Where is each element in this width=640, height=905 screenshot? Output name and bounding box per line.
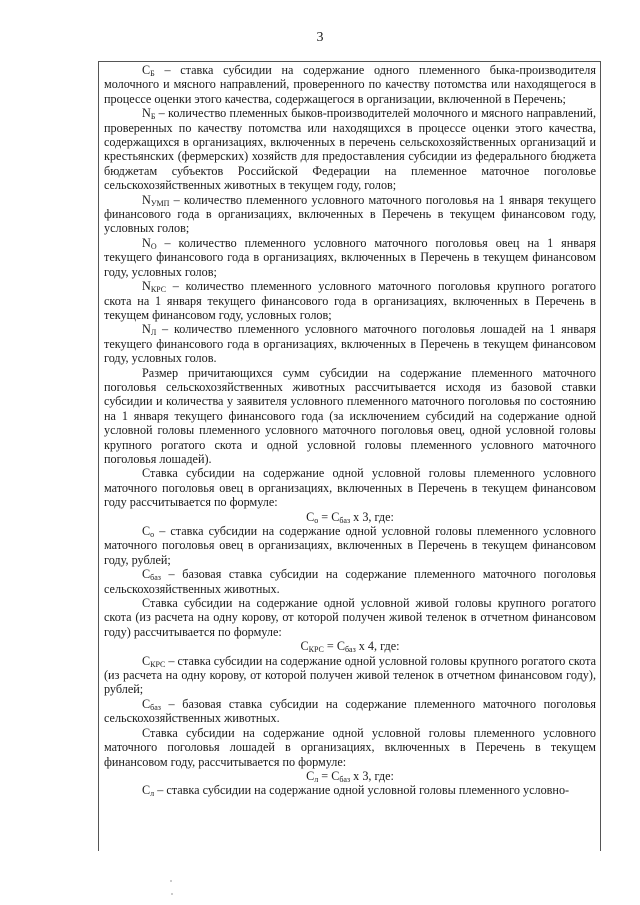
formula-lhs-subscript: КРС [308,645,324,655]
definition-paragraph [104,193,596,236]
variable-subscript: баз [150,702,161,712]
variable-subscript: Л [150,328,157,338]
variable-symbol: N [142,192,151,207]
formula-lhs-subscript: л [314,774,319,784]
paragraph-text: – ставка субсидии на содержание одной условной головы племенного условного маточного поголовья овец в организациях, включенных в Перечень в текущем финансовом году, рублей; [104,524,596,567]
definition-paragraph [104,697,596,726]
variable-symbol: N [142,106,151,121]
scan-speck [170,880,172,882]
document-frame [98,61,601,851]
page-number: 3 [316,30,324,45]
paragraph-text: – количество племенного условного маточного поголовья крупного рогатого скота на 1 января текущего финансового года в организациях, включенных в Перечень в текущем финансовом году, условных голов; [104,279,596,322]
formula-tail: х 4, где: [355,639,400,654]
formula-rhs: С [331,509,340,524]
definition-paragraph [104,567,596,596]
paragraph-text: – количество племенных быков-производителей молочного и мясного направлений, проверенных по качеству потомства или находящихся в процессе оценки этого качества, содержащихся в организациях, включенных в перечень сельскохозяйственных организаций и крестьянских (фермерских) хозяйств для предоставления субсидии из федерального бюджета бюджетам субъектов Российской Федерации на племенное маточное поголовье сельскохозяйственных животных в текущем году, голов; [104,106,596,193]
body-paragraph [104,366,596,467]
formula-lhs-subscript: о [314,515,319,525]
variable-symbol: С [142,783,151,798]
definition-paragraph [104,63,596,106]
paragraph-text: Ставка субсидии на содержание одной условной головы племенного условного маточного поголовья овец в организациях, включенных в Перечень в текущем финансовом году рассчитывается по формуле: [104,466,596,510]
formula-rhs: С [336,639,345,654]
paragraph-text: – количество племенного условного маточного поголовья овец на 1 января текущего финансового года в организациях, включенных в Перечень в текущем финансовом году, условных голов; [104,235,596,279]
definition-paragraph [104,236,596,279]
variable-subscript: Б [150,112,156,122]
paragraph-text: Ставка субсидии на содержание одной условной головы племенного условного маточного поголовья лошадей в организациях, включенных в Перечень в текущем финансовом году, рассчитывается по формуле: [104,725,596,769]
variable-symbol: N [142,235,151,250]
formula-equals: = [323,639,337,654]
formula-rhs-subscript: баз [339,515,351,525]
formula [104,510,596,524]
paragraph-text: – базовая ставка субсидии на содержание племенного маточного поголовья сельскохозяйственных животных. [104,696,596,726]
variable-subscript: О [150,241,157,251]
document-text [99,62,600,798]
definition-paragraph [104,322,596,365]
body-paragraph [104,726,596,769]
formula-equals: = [318,768,332,783]
variable-subscript: КРС [150,285,167,295]
definition-paragraph [104,106,596,192]
variable-subscript: КРС [150,659,166,669]
variable-symbol: С [142,696,151,711]
variable-symbol: С [142,63,151,77]
formula-rhs: С [331,768,340,783]
formula [104,769,596,783]
formula-rhs-subscript: баз [344,645,356,655]
variable-symbol: С [142,653,151,668]
paragraph-text: Ставка субсидии на содержание одной условной живой головы крупного рогатого скота (из расчета на одну корову, от которой получен живой теленок в отчетном финансовом году) рассчитывается по формуле: [104,596,596,639]
formula-rhs-subscript: баз [339,774,351,784]
paragraph-text: – количество племенного условного маточного поголовья лошадей на 1 января текущего финансового года в организациях, включенных в Перечень в текущем финансовом году, условных голов. [104,322,596,366]
formula-lhs: С [306,768,315,783]
formula-tail: х 3, где: [350,768,394,783]
paragraph-text: – базовая ставка субсидии на содержание племенного маточного поголовья сельскохозяйственных животных. [104,567,596,596]
definition-paragraph [104,654,596,697]
body-paragraph [104,466,596,509]
variable-symbol: N [142,279,151,294]
definition-paragraph [104,783,596,797]
paragraph-text: – количество племенного условного маточного поголовья на 1 января текущего финансового года в организациях, включенных в Перечень в текущем финансовом году, условных голов; [104,192,596,236]
paragraph-text: – ставка субсидии на содержание одного племенного быка-производителя молочного и мясного направлений, проверенного по качеству потомства или находящегося в процессе оценки этого качества, содержащегося в организации, включенной в Перечень; [104,63,596,106]
variable-subscript: баз [150,573,161,583]
variable-symbol: N [142,322,151,337]
variable-subscript: УМП [150,198,170,208]
definition-paragraph [104,279,596,322]
variable-symbol: С [142,567,151,582]
variable-subscript: Б [150,69,155,78]
formula-tail: х 3, где: [350,509,394,524]
formula [104,639,596,653]
scan-speck [171,893,173,895]
variable-symbol: С [142,524,151,538]
body-paragraph [104,596,596,639]
definition-paragraph [104,524,596,567]
formula-lhs: С [306,509,315,524]
formula-lhs: С [300,639,309,654]
paragraph-text: – ставка субсидии на содержание одной условной головы племенного условно- [154,783,570,798]
variable-subscript: о [150,530,155,539]
formula-equals: = [318,509,332,524]
paragraph-text: Размер причитающихся сумм субсидии на содержание племенного маточного поголовья сельскохозяйственных животных рассчитывается исходя из базовой ставки субсидии и количества у заявителя условного племенного маточного поголовья по состоянию на 1 января текущего финансового года (за исключением субсидий на содержание одной условной головы племенного условного маточного поголовья овец, одной условной головы крупного рогатого скота и одной условной головы племенного условного маточного поголовья лошадей). [104,365,596,466]
variable-subscript: л [150,789,155,799]
paragraph-text: – ставка субсидии на содержание одной условной головы крупного рогатого скота (из расчета на одну корову, от которой получен живой теленок в отчетном финансовом году), рублей; [104,653,596,697]
